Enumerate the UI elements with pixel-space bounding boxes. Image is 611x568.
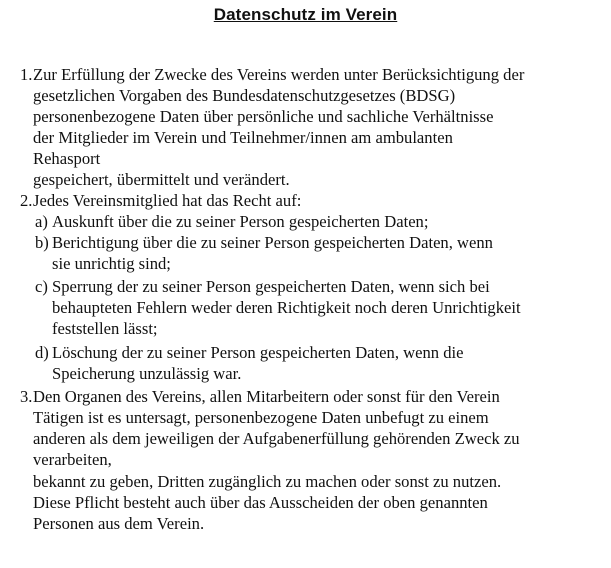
- item-d-line: Speicherung unzulässig war.: [52, 364, 242, 383]
- section-2-line: Jedes Vereinsmitglied hat das Recht auf:: [33, 191, 302, 210]
- section-1-line: gesetzlichen Vorgaben des Bundesdatenschutzgesetzes (BDSG): [33, 86, 456, 105]
- section-3-line: anderen als dem jeweiligen der Aufgabenerfüllung gehörenden Zweck zu: [33, 429, 520, 448]
- section-3-line: bekannt zu geben, Dritten zugänglich zu machen oder sonst zu nutzen.: [33, 472, 502, 491]
- item-c-letter: c): [35, 277, 48, 296]
- section-1-number: 1.: [20, 65, 33, 84]
- section-1-line: Rehasport: [33, 149, 101, 168]
- item-c-line: behaupteten Fehlern weder deren Richtigkeit noch deren Unrichtigkeit: [52, 298, 521, 317]
- section-1-line: der Mitglieder im Verein und Teilnehmer/innen am ambulanten: [33, 128, 453, 147]
- section-3-line: Personen aus dem Verein.: [33, 514, 205, 533]
- section-1-line: gespeichert, übermittelt und verändert.: [33, 170, 290, 189]
- item-c-line: feststellen lässt;: [52, 319, 158, 338]
- section-3-line: verarbeiten,: [33, 450, 112, 469]
- item-b-line: Berichtigung über die zu seiner Person gespeicherten Daten, wenn: [52, 233, 493, 252]
- section-3-line: Den Organen des Vereins, allen Mitarbeitern oder sonst für den Verein: [33, 387, 500, 406]
- section-3-number: 3.: [20, 387, 33, 406]
- document-title: Datenschutz im Verein: [213, 5, 398, 24]
- section-1-line: personenbezogene Daten über persönliche und sachliche Verhältnisse: [33, 107, 494, 126]
- section-3-line: Tätigen ist es untersagt, personenbezogene Daten unbefugt zu einem: [33, 408, 489, 427]
- section-2-number: 2.: [20, 191, 33, 210]
- section-1-line: Zur Erfüllung der Zwecke des Vereins werden unter Berücksichtigung der: [33, 65, 525, 84]
- item-a-letter: a): [35, 212, 48, 231]
- item-d-letter: d): [35, 343, 49, 362]
- item-c-line: Sperrung der zu seiner Person gespeicherten Daten, wenn sich bei: [52, 277, 490, 296]
- item-d-line: Löschung der zu seiner Person gespeicherten Daten, wenn die: [52, 343, 464, 362]
- section-3-line: Diese Pflicht besteht auch über das Ausscheiden der oben genannten: [33, 493, 488, 512]
- item-a-line: Auskunft über die zu seiner Person gespeicherten Daten;: [52, 212, 429, 231]
- item-b-letter: b): [35, 233, 49, 252]
- item-b-line: sie unrichtig sind;: [52, 254, 171, 273]
